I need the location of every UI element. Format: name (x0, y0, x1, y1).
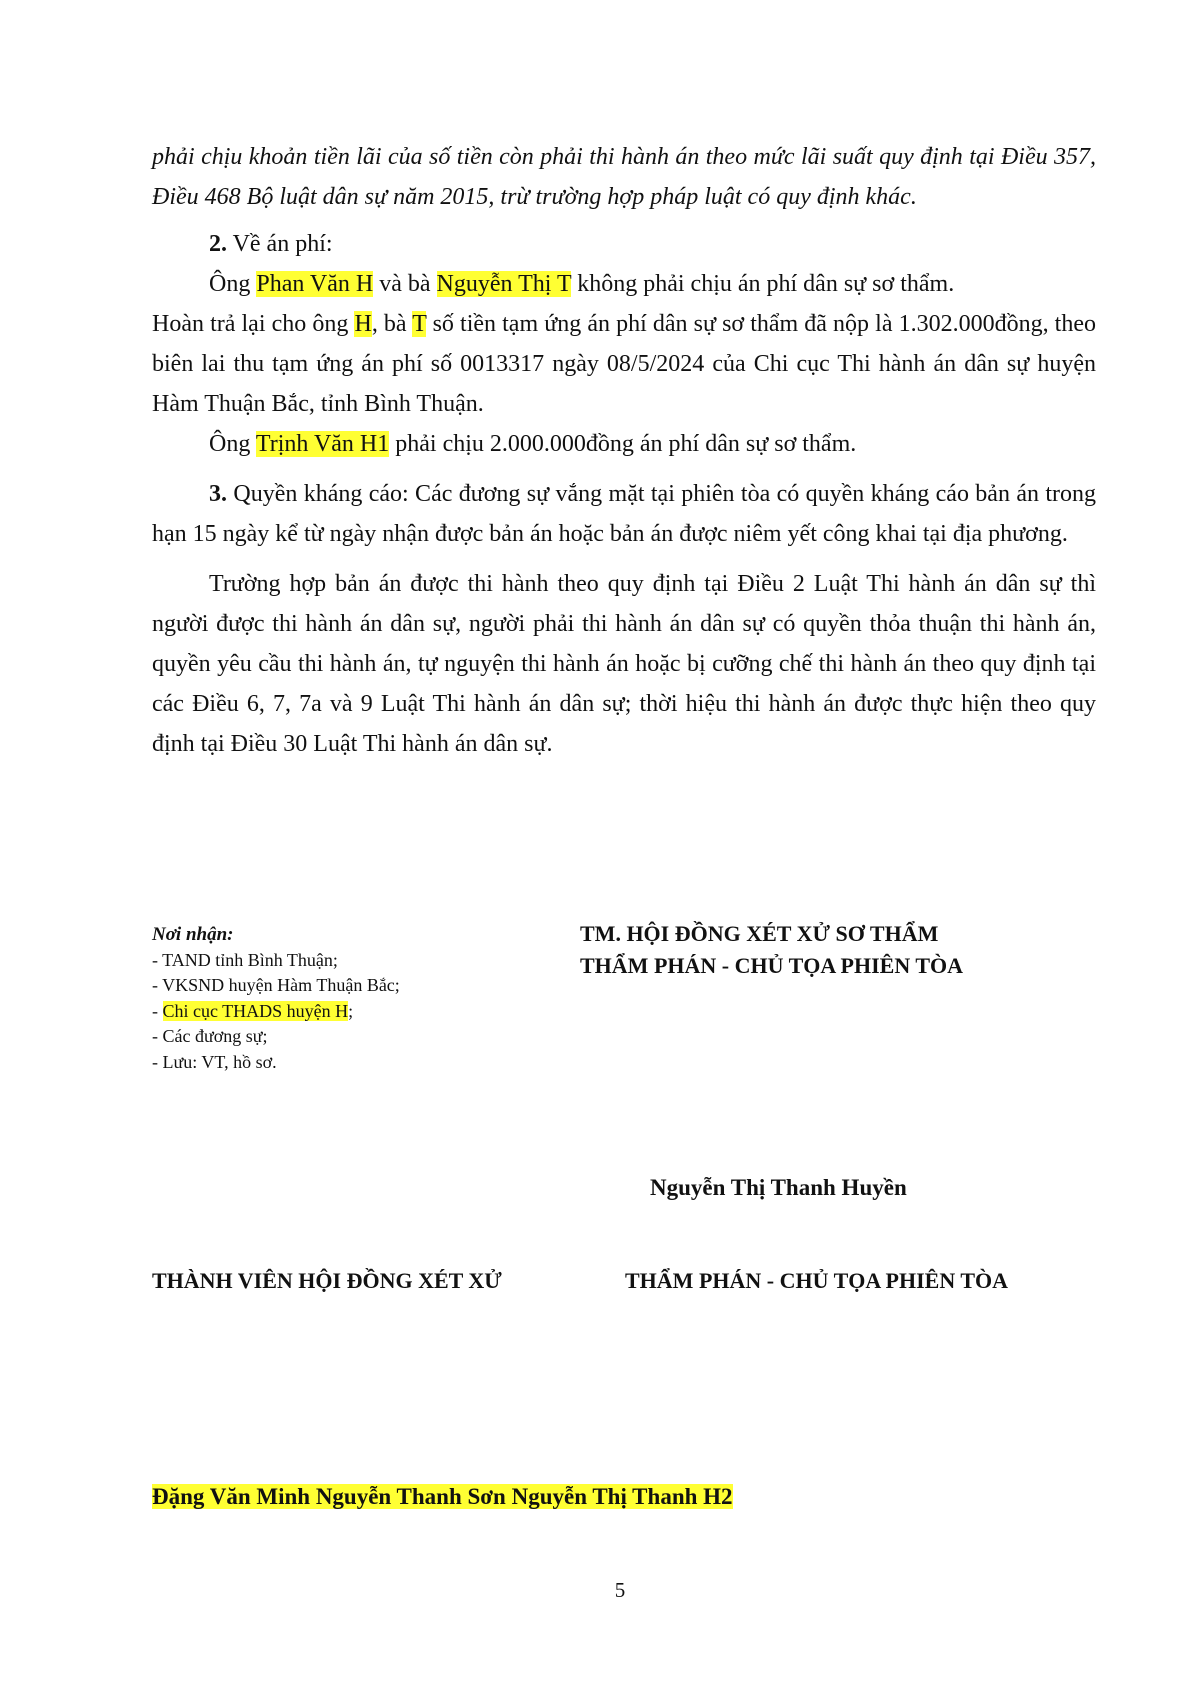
text-run: , bà (371, 311, 413, 337)
judge-name: Nguyễn Thị Thanh Huyền (650, 1175, 907, 1200)
text-run: - (152, 1000, 163, 1021)
text-run: Hoàn trả lại cho ông (152, 311, 355, 337)
receivers-block (152, 922, 572, 1075)
signature-line-2: THẨM PHÁN - CHỦ TỌA PHIÊN TÒA (580, 953, 963, 978)
court-fee-heading (152, 224, 1096, 264)
appeal-rights (152, 474, 1096, 554)
members-names (152, 1484, 733, 1510)
court-fee-exemption (152, 264, 1096, 304)
section-2-heading: Về án phí: (227, 231, 333, 257)
members-title: THÀNH VIÊN HỘI ĐỒNG XÉT XỬ (152, 1268, 502, 1293)
receiver-item: - VKSND huyện Hàm Thuận Bắc; (152, 975, 400, 995)
receiver-item: - Lưu: VT, hồ sơ. (152, 1051, 277, 1072)
receiver-item: - Các đương sự; (152, 1026, 268, 1046)
text-run: Ông (209, 431, 256, 457)
party-name-short-h: H (354, 311, 372, 337)
receiver-item: - TAND tỉnh Bình Thuận; (152, 949, 338, 970)
party-name-plaintiff: Phan Văn H (256, 271, 374, 297)
receivers-title: Nơi nhận: (152, 924, 234, 945)
execution-paragraph: Trường hợp bản án được thi hành theo quy định tại Điều 2 Luật Thi hành án dân sự thì người được thi hành án dân sự, người phải thi hành án dân sự có quyền thỏa thuận thi hành án, quyền yêu cầu thi hành án, tự nguyện thi hành án hoặc bị cưỡng chế thi hành án theo quy định tại các Điều 6, 7, 7a và 9 Luật Thi hành án dân sự; thời hiệu thi hành án được thực hiện theo quy định tại Điều 30 Luật Thi hành án dân sự. (152, 571, 1096, 757)
members-names-text: Đặng Văn Minh Nguyễn Thanh Sơn Nguyễn Thị Thanh H2 (152, 1484, 733, 1509)
verdict-body (152, 137, 1096, 764)
section-2-number: 2. (209, 231, 227, 257)
text-run: số tiền tạm ứng án phí dân sự sơ thẩm đã nộp là 1.302.000đồng, theo biên lai thu tạm ứng án phí số 0013317 ngày 08/5/2024 của Chi cục Thi hành án dân sự huyện Hàm Thuận Bắc, tỉnh Bình Thuận. (152, 311, 1097, 417)
text-run: ; (348, 1000, 354, 1021)
text-run: phải chịu 2.000.000đồng án phí dân sự sơ thẩm. (389, 431, 857, 457)
receiver-item (152, 999, 572, 1025)
verdict-continuation: phải chịu khoản tiền lãi của số tiền còn phải thi hành án theo mức lãi suất quy định tại Điều 357, Điều 468 Bộ luật dân sự năm 2015, trừ trường hợp pháp luật có quy định khác. (152, 144, 1096, 210)
text-run: và bà (373, 271, 437, 297)
party-name-short-t: T (412, 311, 427, 337)
signature-line-1: TM. HỘI ĐỒNG XÉT XỬ SƠ THẨM (580, 921, 939, 946)
receivers-list (152, 948, 572, 1076)
page-number: 5 (614, 1578, 626, 1602)
fee-defendant (152, 424, 1096, 464)
section-3-text: Quyền kháng cáo: Các đương sự vắng mặt tại phiên tòa có quyền kháng cáo bản án trong hạn 15 ngày kể từ ngày nhận được bản án hoặc bản án được niêm yết công khai tại địa phương. (152, 481, 1096, 547)
judge-title: THẨM PHÁN - CHỦ TỌA PHIÊN TÒA (625, 1268, 1008, 1293)
text-run: Ông (209, 271, 257, 297)
fee-refund (152, 304, 1096, 424)
party-name-plaintiff-2: Nguyễn Thị T (436, 271, 572, 297)
signature-header (580, 918, 963, 982)
receiver-highlighted: Chi cục THADS huyện H (162, 1000, 349, 1021)
party-name-defendant: Trịnh Văn H1 (255, 431, 390, 457)
section-3-number: 3. (209, 481, 227, 507)
text-run: không phải chịu án phí dân sự sơ thẩm. (571, 271, 955, 297)
